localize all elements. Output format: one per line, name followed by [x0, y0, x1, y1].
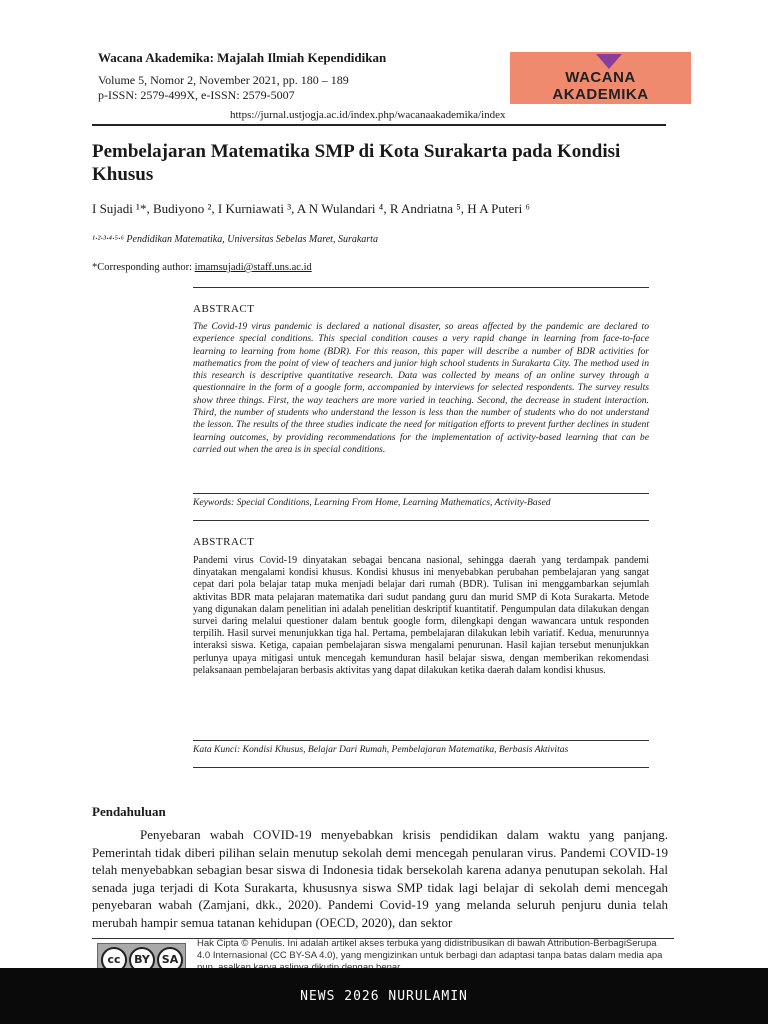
keywords-english: Keywords: Special Conditions, Learning From Home, Learning Mathematics, Activity-Based: [193, 497, 551, 508]
keywords-indonesian: Kata Kunci: Kondisi Khusus, Belajar Dari Rumah, Pembelajaran Matematika, Berbasis Aktivitas: [193, 744, 569, 755]
license-text: Hak Cipta © Penulis. Ini adalah artikel akses terbuka yang didistribusikan di bawah Attribution-BerbagiSerupa 4.0 Internasional (CC BY-SA 4.0), yang mengizinkan untuk berbagi dan adaptasi tanpa batas dalam media apa: [197, 938, 663, 961]
abstrak-heading: ABSTRACT: [193, 536, 255, 548]
abstrak-bottom-rule: [193, 767, 649, 768]
abstract-english: [193, 303, 649, 456]
abstract-heading: ABSTRACT: [193, 303, 255, 315]
abstract-indonesian: [193, 536, 649, 677]
section-heading-introduction: Pendahuluan: [92, 804, 166, 819]
introduction-body: [92, 826, 668, 931]
cc-icon: cc: [101, 947, 127, 973]
corresponding-label: *Corresponding author:: [92, 262, 195, 273]
article-authors: I Sujadi ¹*, Budiyono ², I Kurniawati ³, A N Wulandari ⁴, R Andriatna ⁵, H A Puteri ⁶: [92, 201, 530, 216]
abstract-top-rule: [193, 287, 649, 288]
journal-url-link[interactable]: https://jurnal.ustjogja.ac.id/index.php/wacanaakademika/index: [230, 109, 506, 121]
sa-icon: SA: [157, 947, 183, 973]
volume-line: Volume 5, Nomor 2, November 2021, pp. 180 – 189: [98, 73, 349, 87]
by-icon: BY: [129, 947, 155, 973]
abstrak-text: Pandemi virus Covid-19 dinyatakan sebagai bencana nasional, sehingga daerah yang terdampak pandemi dinyatakan mengalami kondisi khusus. Kondisi khusus ini menyebabkan perubahan pembelajaran yang sangat cepat dari pola belajar tatap muka menjadi belajar dari rumah (BDR). Tulisan ini menggambarkan sejumlah aktivitas BDR mata pelajaran matematika dari sudut pandang guru dan murid SMP di Kota Surakarta. Metode yang digunakan dalam penelitian ini adalah penelitian deskriptif kuantitatif. Pengumpulan data dilakukan dengan survei daring melalui questioner dalam bentuk google form, dilengkapi dengan wawancara untuk responden terpilih. Hasil survei menunjukkan tiga hal. Pertama, pembelajaran dilakukan lebih variatif. Kedua, menurunnya interaksi siswa. Ketiga, capaian pembelajaran siswa mengalami penurunan. Hasil kajian tersebut menunjukkan perlunya upaya mitigasi untuk mencegah kemunduran hasil belajar siswa, dengan memberikan rekomendasi pelaksanaan pembelajaran berbasis aktivitas yang dapat dilakukan ketika daerah dalam kondisi khusus.: [193, 555, 649, 676]
introduction-paragraph: Penyebaran wabah COVID-19 menyebabkan krisis pendidikan dalam waktu yang panjang. Pemerintah tidak diberi pilihan selain menutup sekolah demi mencegah penularan virus. Pandemi COVID-19 telah menyebabkan sebagian besar siswa di Indonesia tidak bersekolah karena adanya penutupan sekolah. Hal senada juga terjadi di Kota Surakarta, khususnya siswa SMP tidak lagi belajar di sekolah demi mencegah penyebaran wabah (Zamjani, dkk., 2020). Pandemi Covid-19 yang melanda seluruh penjuru dunia telah merubah hampir semua tatanan kehidupan (OECD, 2020), dan sektor: [92, 827, 668, 930]
article-affiliation: ¹·²·³·⁴·⁵·⁶ Pendidikan Matematika, Universitas Sebelas Maret, Surakarta: [92, 234, 378, 245]
issn-line: p-ISSN: 2579-499X, e-ISSN: 2579-5007: [98, 88, 295, 102]
kata-kunci-top-rule: [193, 740, 649, 741]
abstract-text: The Covid-19 virus pandemic is declared a national disaster, so areas affected by the pandemic are declared to experience special conditions. This special condition causes a very rapid change in learning from face-to-face learning to learning from home (BDR). For this reason, this paper will describe a number of BDR activities for mathematics from the point of view of teachers and junior high school students in Surakarta City. The method used in this research is descriptive quantitative research. Data was collected by means of an online survey through a questionnaire in the form of a google form, accompanied by interviews for selected respondents. The survey results show three things. First, the way teachers are more varied in teaching. Second, the decrease in student interaction. Third, the number of students who understand the lesson is less than the number of students who do not understand the lesson. The results of the three studies indicate the need for mitigation efforts to prevent further declines in student learning outcomes, by providing recommendations for the implementation of activity-based learning that can be carried out when the area is in special conditions.: [193, 321, 649, 455]
logo-text-line1: WACANA: [565, 69, 636, 86]
journal-volume-info: [98, 73, 349, 103]
journal-name: Wacana Akademika: Majalah Ilmiah Kependidikan: [98, 50, 387, 65]
header-divider: [92, 124, 666, 126]
abstract-bottom-rule: [193, 520, 649, 521]
logo-triangle-icon: [596, 54, 622, 69]
corresponding-author: [92, 262, 312, 273]
logo-text-line2: AKADEMIKA: [552, 86, 649, 103]
bottom-banner: NEWS 2026 NURULAMIN: [0, 968, 768, 1024]
journal-logo: [510, 52, 691, 104]
article-title: Pembelajaran Matematika SMP di Kota Surakarta pada Kondisi Khusus: [92, 141, 621, 185]
corresponding-email-link[interactable]: imamsujadi@staff.uns.ac.id: [194, 262, 312, 273]
keywords-top-rule: [193, 493, 649, 494]
